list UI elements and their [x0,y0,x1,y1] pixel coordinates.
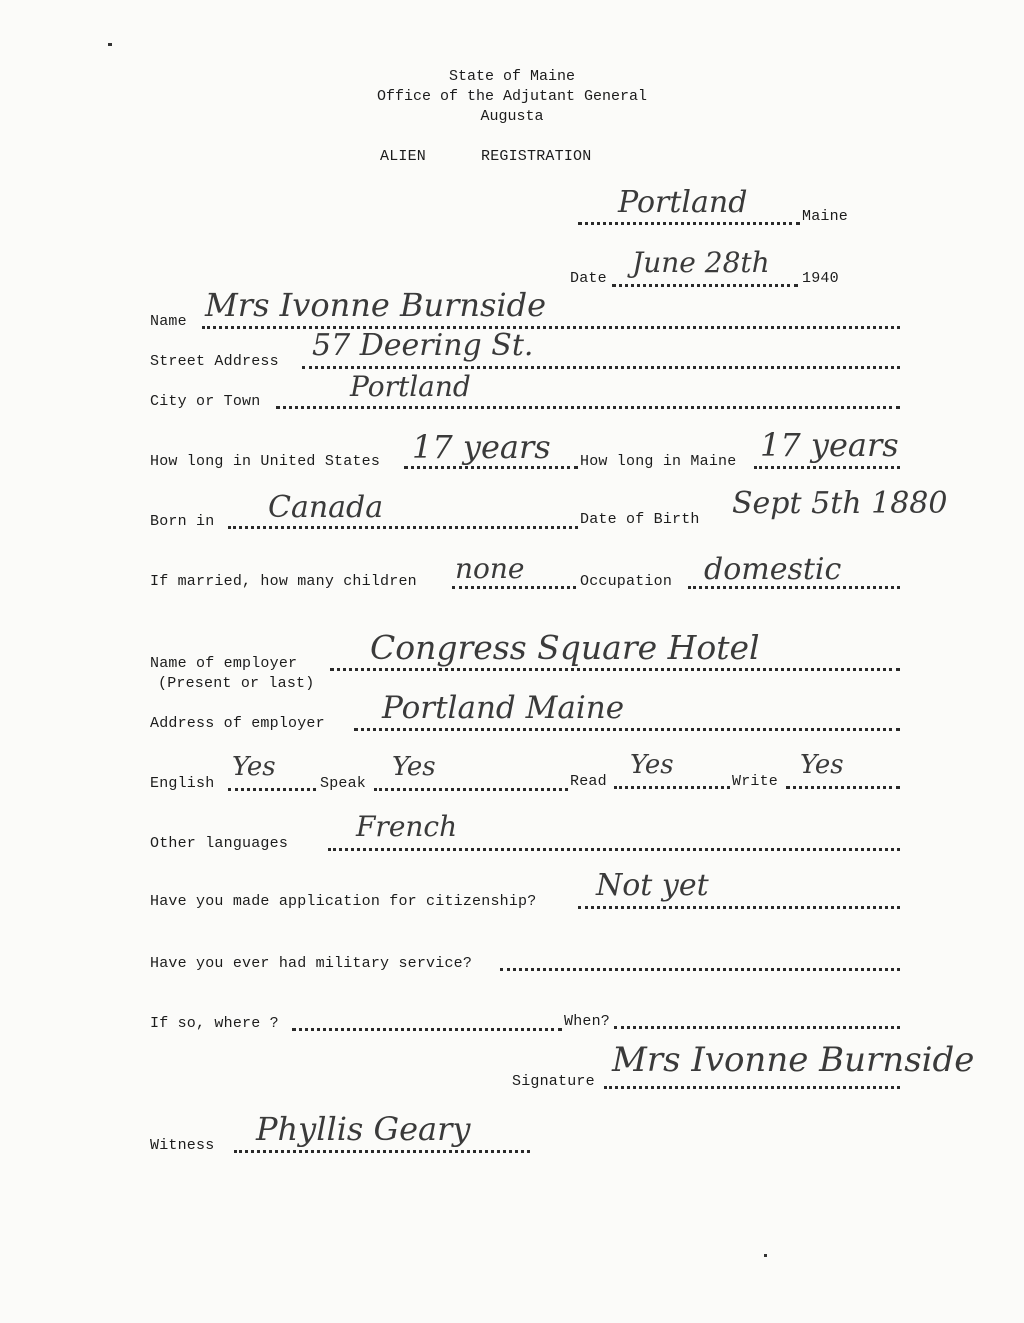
read-label: Read [570,773,607,790]
witness-label: Witness [150,1137,215,1154]
read-dots [614,783,730,789]
title-registration: REGISTRATION [481,148,592,165]
born-value: Canada [268,490,384,525]
military-dots [500,965,900,971]
witness-value: Phyllis Geary [256,1110,471,1148]
ink-speck [108,43,112,46]
occupation-value: domestic [704,552,842,587]
english-value: Yes [232,752,276,782]
when-label: When? [564,1013,611,1030]
maine-years-label: How long in Maine [580,453,737,470]
signature-value: Mrs Ivonne Burnside [612,1040,975,1080]
other-languages-value: French [356,810,458,843]
employer-address-value: Portland Maine [382,690,625,726]
header-office: Office of the Adjutant General [376,88,648,105]
children-label: If married, how many children [150,573,417,590]
employer-value: Congress Square Hotel [370,628,760,667]
street-dots [302,363,900,369]
other-languages-dots [328,845,900,851]
english-dots [228,785,316,791]
born-label: Born in [150,513,215,530]
write-value: Yes [800,750,844,780]
write-dots [786,783,900,789]
write-label: Write [732,773,779,790]
employer-address-label: Address of employer [150,715,325,732]
when-dots [614,1023,900,1029]
us-years-label: How long in United States [150,453,381,470]
citizenship-dots [578,903,900,909]
ink-speck [764,1254,767,1257]
where-label: If so, where ? [150,1015,279,1032]
where-dots [292,1025,562,1031]
street-value: 57 Deering St. [312,328,534,363]
military-label: Have you ever had military service? [150,955,473,972]
speak-dots [374,785,568,791]
city-label: City or Town [150,393,261,410]
citizenship-label: Have you made application for citizenship? [150,893,537,910]
name-label: Name [150,313,187,330]
maine-years-value: 17 years [760,426,899,464]
dob-value: Sept 5th 1880 [732,486,948,521]
street-label: Street Address [150,353,279,370]
occupation-label: Occupation [580,573,673,590]
speak-value: Yes [392,752,436,782]
place-suffix: Maine [802,208,849,225]
date-value: June 28th [632,246,770,279]
dob-label: Date of Birth [580,511,700,528]
other-languages-label: Other languages [150,835,289,852]
citizenship-value: Not yet [596,868,709,903]
employer-sublabel: (Present or last) [158,675,315,692]
speak-label: Speak [320,775,367,792]
children-value: none [455,552,525,585]
signature-label: Signature [512,1073,595,1090]
employer-label: Name of employer [150,655,298,672]
title-alien: ALIEN [380,148,427,165]
date-dots [612,281,798,287]
english-label: English [150,775,215,792]
place-value: Portland [618,185,748,220]
date-year: 1940 [802,270,839,287]
header-city: Augusta [480,108,544,125]
read-value: Yes [630,750,674,780]
date-label: Date [570,270,607,287]
signature-dots [604,1083,900,1089]
us-years-value: 17 years [412,428,551,466]
header-state: State of Maine [448,68,576,85]
city-value: Portland [350,370,471,403]
name-value: Mrs Ivonne Burnside [205,286,547,324]
city-dots [276,403,900,409]
